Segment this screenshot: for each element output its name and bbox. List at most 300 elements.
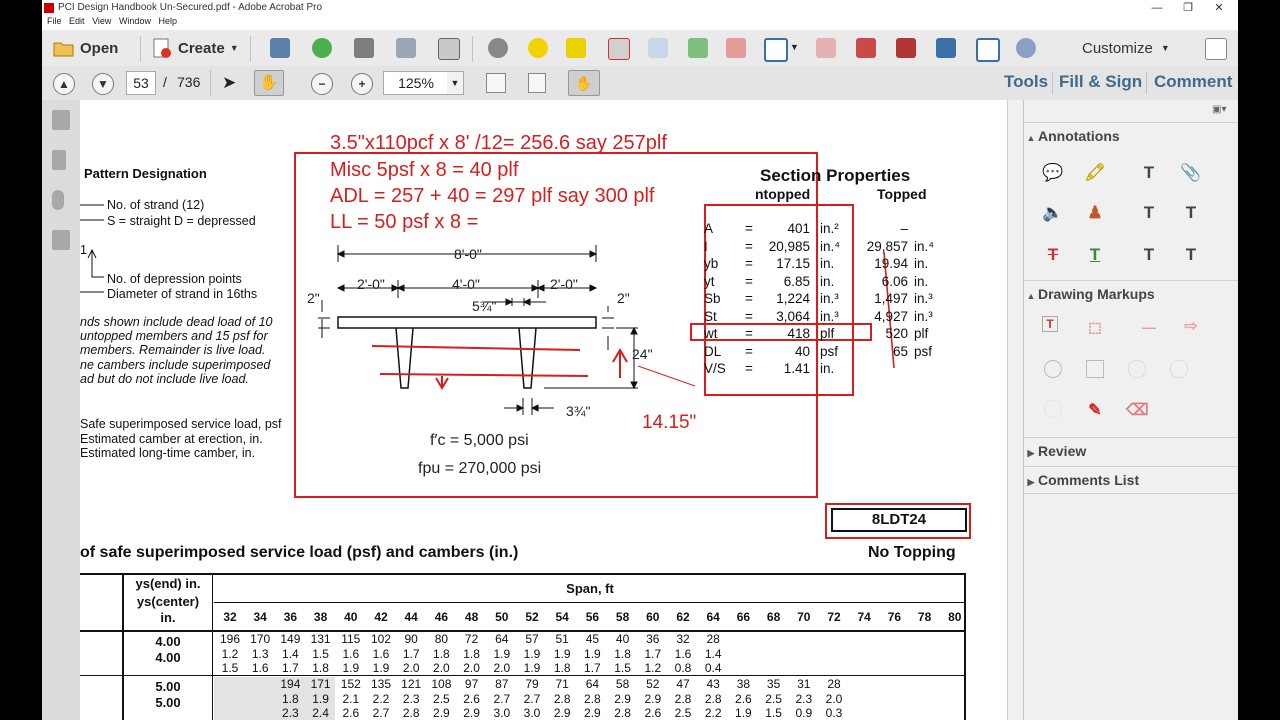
section-property-eq: = <box>745 291 753 306</box>
pencil-icon[interactable]: ✎ <box>1088 402 1102 419</box>
next-page-icon[interactable]: ▼ <box>92 73 114 95</box>
legend-line: Safe superimposed service load, psf <box>80 417 282 431</box>
table-cell: 1.8 <box>433 646 450 661</box>
comment-pane <box>1023 100 1238 720</box>
table-cell: 1.5 <box>221 661 239 675</box>
section-property-eq: = <box>745 256 753 271</box>
section-property-tu: plf <box>914 326 929 341</box>
notes-line: nds shown include dead load of 10 <box>80 315 273 329</box>
close-button[interactable]: ✕ <box>1214 2 1224 14</box>
folder-icon <box>52 38 76 58</box>
table-cell: 121 <box>401 677 422 691</box>
table-cell: 28 <box>706 632 720 646</box>
section-property-tu: in. <box>914 256 929 271</box>
dim-flange-thickness-right: 2" <box>617 290 630 306</box>
span-value: 56 <box>585 610 600 624</box>
section-property-tu: in.⁴ <box>914 238 935 254</box>
table-cell: 80 <box>434 632 449 646</box>
menu-help[interactable]: Help <box>158 16 177 26</box>
ys-unit-header: in. <box>160 610 176 625</box>
table-cell: 1.7 <box>584 661 601 675</box>
dim-flange-thickness-left: 2" <box>307 290 320 306</box>
table-cell: 2.9 <box>584 706 601 720</box>
span-value: 34 <box>253 610 267 624</box>
centroid-markup[interactable] <box>370 336 700 416</box>
annotations-section-header[interactable] <box>1024 122 1238 149</box>
section-property-tu: in.³ <box>914 291 933 306</box>
toolbar-separator <box>210 70 211 96</box>
create-label: Create <box>178 39 225 57</box>
eraser-icon[interactable]: ⌫ <box>1126 402 1149 419</box>
annotations-title: Annotations <box>1038 128 1120 144</box>
text-box-icon[interactable]: T <box>1042 316 1058 332</box>
section-property-eq: = <box>745 221 753 236</box>
pattern-designation-title: Pattern Designation <box>84 166 207 181</box>
legend-line: Estimated camber at erection, in. <box>80 432 263 446</box>
section-property-uu: in.³ <box>820 291 839 306</box>
handwritten-note-line[interactable]: ADL = 257 + 40 = 297 plf say 300 plf <box>330 185 655 207</box>
table-cell: 2.1 <box>342 691 360 706</box>
table-cell: 1.8 <box>312 661 329 675</box>
span-header: Span, ft <box>566 581 614 596</box>
add-note-to-text-icon[interactable]: T <box>1143 245 1155 264</box>
table-cell: 2.9 <box>463 706 480 720</box>
table-cell: 2.0 <box>463 661 480 675</box>
table-cell: 2.8 <box>704 691 722 706</box>
minimize-button[interactable]: — <box>1151 2 1163 14</box>
delete-page-icon[interactable] <box>608 38 630 60</box>
table-cell: 1.9 <box>584 646 601 661</box>
span-value: 66 <box>736 610 751 624</box>
sign-icon[interactable] <box>726 38 746 58</box>
attach-file-icon[interactable]: 📎 <box>1180 163 1202 182</box>
page-thumbnails-icon[interactable] <box>52 110 70 130</box>
table-cell: 43 <box>706 677 720 691</box>
comments-list-section-header[interactable] <box>1024 466 1238 494</box>
notes-line: ne cambers include superimposed <box>80 358 271 372</box>
table-cell: 0.4 <box>704 661 722 675</box>
section-property-uu: plf <box>820 326 835 341</box>
rectangle-icon[interactable] <box>1086 360 1104 378</box>
menu-bar <box>42 16 1238 30</box>
section-property-t: 4,927 <box>874 308 908 324</box>
dim-stem-top-width: 5¾" <box>472 298 497 314</box>
table-cell: 0.9 <box>795 706 813 720</box>
table-border <box>122 573 124 720</box>
document-scrollbar[interactable] <box>1007 100 1024 720</box>
maximize-button[interactable]: ❐ <box>1183 2 1193 14</box>
menu-view[interactable]: View <box>92 16 112 26</box>
toolbar-separator <box>140 36 141 62</box>
collapsed-triangle-icon: ▶ <box>1027 477 1035 487</box>
no-topping-label: No Topping <box>868 544 956 561</box>
text-correction-icon[interactable]: T <box>1185 245 1197 264</box>
handwritten-note-line[interactable]: 3.5"x110pcf x 8' /12= 256.6 say 257plf <box>330 132 667 154</box>
table-cell: 1.9 <box>372 661 390 675</box>
pattern-line: S = straight D = depressed <box>107 214 256 228</box>
pattern-line: 1 <box>80 243 87 257</box>
ys-value: 4.00 <box>155 634 181 649</box>
table-cell: 149 <box>280 632 301 646</box>
span-value: 60 <box>646 610 660 624</box>
ys-value: 5.00 <box>155 679 181 694</box>
combine-icon[interactable] <box>856 38 876 58</box>
secure-icon[interactable] <box>648 38 668 58</box>
span-value: 48 <box>464 610 479 624</box>
zoom-level-input[interactable]: 125% <box>383 71 449 95</box>
legend-line: Estimated long-time camber, in. <box>80 446 256 460</box>
section-property-sym: V/S <box>704 361 726 376</box>
acrobat-window <box>42 0 1238 720</box>
review-title: Review <box>1038 443 1087 459</box>
page-number-input[interactable]: 53 <box>126 71 156 95</box>
menu-file[interactable]: File <box>47 16 62 26</box>
email-icon[interactable] <box>438 38 460 60</box>
span-value: 76 <box>887 610 902 624</box>
form-icon[interactable] <box>764 38 788 62</box>
section-property-u: 6.85 <box>783 273 810 289</box>
recognize-text-icon[interactable] <box>936 38 956 58</box>
table-cell: 2.9 <box>644 691 662 706</box>
create-pdf-icon <box>150 37 174 59</box>
table-cell: 2.9 <box>553 706 571 720</box>
select-cursor-icon[interactable]: ➤ <box>222 73 237 92</box>
page-total: 736 <box>177 74 201 90</box>
table-cell: 3.0 <box>493 706 511 720</box>
table-cell: 28 <box>827 677 841 691</box>
handwritten-note-line[interactable]: LL = 50 psf x 8 = <box>330 211 479 233</box>
span-value: 50 <box>495 610 509 624</box>
table-cell: 1.5 <box>765 706 782 720</box>
section-properties-title: Section Properties <box>760 166 911 185</box>
section-property-uu: in. <box>820 361 835 376</box>
zoom-out-icon[interactable]: − <box>311 73 333 95</box>
checkbox-icon[interactable] <box>976 38 1000 62</box>
attachments-icon[interactable] <box>52 190 64 210</box>
handwritten-note-line[interactable]: Misc 5psf x 8 = 40 plf <box>330 159 519 181</box>
ys-value: 5.00 <box>155 695 181 710</box>
table-cell: 71 <box>555 677 569 691</box>
table-cell: 72 <box>464 632 479 646</box>
table-cell: 2.8 <box>402 706 420 720</box>
open-button[interactable] <box>52 37 118 59</box>
pattern-line: No. of depression points <box>107 272 242 286</box>
cloud-upload-icon[interactable] <box>312 38 332 58</box>
fit-page-icon[interactable] <box>528 73 546 93</box>
section-property-eq: = <box>745 273 753 289</box>
table-cell: 2.5 <box>433 691 450 706</box>
table-cell: 1.2 <box>221 646 239 661</box>
centroid-distance-annotation[interactable]: 14.15" <box>642 412 697 433</box>
zoom-dropdown-icon[interactable]: ▼ <box>447 71 464 95</box>
print-icon[interactable] <box>354 38 374 58</box>
table-cell: 1.8 <box>463 646 480 661</box>
toolbar-separator <box>472 36 473 62</box>
table-border <box>80 675 966 676</box>
strand-strength: fpu = 270,000 psi <box>418 460 542 477</box>
section-property-uu: in. <box>820 273 835 289</box>
table-cell: 2.8 <box>584 691 601 706</box>
table-cell: 0.8 <box>674 661 692 675</box>
table-cell: 90 <box>404 632 418 646</box>
title-bar <box>42 0 1238 16</box>
span-value: 46 <box>434 610 449 624</box>
span-value: 52 <box>525 610 539 624</box>
section-property-t: 29,857 <box>866 238 908 254</box>
read-mode-icon[interactable]: ✋ <box>568 70 600 96</box>
sticky-note-icon[interactable]: 💬 <box>1042 163 1064 182</box>
expanded-triangle-icon: ▲ <box>1026 133 1036 143</box>
comments-list-title: Comments List <box>1038 472 1140 488</box>
table-cell: 2.0 <box>433 661 450 675</box>
table-cell: 1.9 <box>493 646 511 661</box>
section-property-uu: in.² <box>820 221 839 236</box>
document-view <box>80 100 1021 720</box>
arrow-icon[interactable]: ⇨ <box>1184 318 1198 335</box>
table-cell: 79 <box>525 677 539 691</box>
table-cell: 194 <box>280 677 301 691</box>
section-property-sym: Sb <box>704 291 721 306</box>
table-cell: 1.8 <box>614 646 631 661</box>
drawing-markups-section-header[interactable] <box>1024 280 1238 307</box>
tab-comment[interactable]: Comment <box>1154 72 1233 91</box>
table-cell: 0.3 <box>825 706 843 720</box>
table-cell: 2.2 <box>372 691 390 706</box>
page-navigation-bar <box>42 66 1238 101</box>
span-value: 72 <box>827 610 841 624</box>
table-cell: 1.6 <box>251 661 269 675</box>
table-cell: 35 <box>766 677 781 691</box>
table-cell: 2.7 <box>493 691 511 706</box>
span-value: 74 <box>857 610 871 624</box>
connected-lines-icon[interactable] <box>1044 400 1062 418</box>
table-cell: 64 <box>585 677 600 691</box>
table-border <box>214 602 966 603</box>
table-cell: 1.9 <box>342 661 360 675</box>
save-icon[interactable] <box>270 38 290 58</box>
table-cell: 115 <box>341 632 361 646</box>
main-toolbar <box>42 30 1238 67</box>
table-cell: 2.6 <box>342 706 360 720</box>
insert-text-icon[interactable]: T <box>1143 203 1155 222</box>
organize-icon[interactable] <box>896 38 916 58</box>
edit-icon[interactable] <box>396 38 416 58</box>
table-title: of safe superimposed service load (psf) and cambers (in.) <box>80 544 519 561</box>
table-cell: 38 <box>736 677 751 691</box>
dim-stem-bottom-width: 3¾" <box>566 403 591 419</box>
table-cell: 170 <box>250 632 271 646</box>
customize-button[interactable] <box>1082 37 1170 59</box>
table-cell: 2.6 <box>644 706 662 720</box>
section-property-eq: = <box>745 343 753 359</box>
span-value: 58 <box>615 610 630 624</box>
open-label: Open <box>80 39 119 57</box>
table-cell: 52 <box>646 677 660 691</box>
table-cell: 58 <box>615 677 630 691</box>
table-cell: 1.7 <box>644 646 662 661</box>
customize-label: Customize <box>1082 39 1153 57</box>
hand-tool-icon[interactable]: ✋ <box>254 70 284 96</box>
table-cell: 171 <box>310 677 331 691</box>
table-cell: 1.7 <box>402 646 420 661</box>
topped-header: Topped <box>877 186 927 202</box>
strikethrough-icon[interactable]: T <box>1047 245 1059 264</box>
compare-icon[interactable] <box>1016 38 1036 58</box>
section-property-sym: wt <box>704 326 718 341</box>
table-cell: 1.6 <box>372 646 390 661</box>
tab-fill-sign[interactable]: Fill & Sign <box>1059 72 1143 91</box>
bookmarks-icon[interactable] <box>52 150 66 170</box>
section-property-tu: psf <box>914 343 933 359</box>
section-property-t: 6.06 <box>881 273 908 289</box>
section-property-uu: in. <box>820 256 835 271</box>
span-value: 44 <box>404 610 418 624</box>
zoom-in-icon[interactable]: + <box>351 73 373 95</box>
highlight-text-icon[interactable]: 🖍 <box>1084 163 1106 182</box>
table-cell: 3.0 <box>523 706 541 720</box>
dim-depth: 24" <box>632 346 653 362</box>
table-cell: 1.9 <box>553 646 571 661</box>
span-value: 78 <box>917 610 932 624</box>
span-value: 62 <box>676 610 690 624</box>
toolbar-separator <box>1146 72 1147 94</box>
section-property-sym: A <box>704 221 714 236</box>
line-icon[interactable]: — <box>1142 319 1156 335</box>
table-cell: 1.9 <box>523 661 541 675</box>
table-cell: 2.6 <box>735 691 752 706</box>
table-cell: 2.0 <box>493 661 511 675</box>
comment-icon[interactable] <box>528 38 548 58</box>
section-property-tu: in. <box>914 273 929 289</box>
text-callout-icon[interactable]: ⬚ <box>1088 319 1102 335</box>
section-property-sym: yb <box>704 256 719 271</box>
span-value: 32 <box>223 610 237 624</box>
table-cell: 131 <box>310 632 331 646</box>
notes-line: members. Remainder is live load. <box>80 343 266 357</box>
table-cell: 2.0 <box>825 691 843 706</box>
expanded-triangle-icon: ▲ <box>1026 291 1036 301</box>
table-cell: 196 <box>219 632 241 646</box>
section-property-t: 1,497 <box>874 291 908 306</box>
section-property-tu: in.³ <box>914 308 933 324</box>
table-cell: 57 <box>525 632 539 646</box>
table-cell: 2.9 <box>433 706 450 720</box>
table-cell: 45 <box>585 632 600 646</box>
gear-icon[interactable] <box>488 38 508 58</box>
chevron-down-icon[interactable]: ▼ <box>790 42 799 52</box>
highlight-icon[interactable] <box>566 38 586 58</box>
table-cell: 2.0 <box>402 661 420 675</box>
concrete-strength: f′c = 5,000 psi <box>430 432 529 449</box>
polygon-icon[interactable] <box>1170 360 1188 378</box>
span-value: 80 <box>948 610 962 624</box>
section-property-sym: yt <box>704 273 715 289</box>
table-cell: 2.3 <box>795 691 813 706</box>
pattern-line: No. of strand (12) <box>107 198 205 212</box>
previous-page-icon[interactable]: ▲ <box>53 73 75 95</box>
section-property-uu: in.⁴ <box>820 238 841 254</box>
dim-right-flange: 2'-0" <box>550 276 578 292</box>
table-cell: 2.4 <box>312 706 329 720</box>
table-cell: 1.5 <box>614 661 631 675</box>
section-property-t: – <box>900 221 908 236</box>
table-cell: 1.4 <box>704 646 722 661</box>
span-value: 42 <box>374 610 388 624</box>
drawing-markups-title: Drawing Markups <box>1038 286 1155 302</box>
section-property-eq: = <box>745 238 753 254</box>
section-property-sym: I <box>704 238 708 254</box>
table-cell: 152 <box>340 677 361 691</box>
menu-edit[interactable]: Edit <box>69 16 85 26</box>
table-cell: 1.4 <box>282 646 299 661</box>
table-cell: 1.6 <box>674 646 692 661</box>
section-property-sym: St <box>704 308 717 324</box>
untopped-header: ntopped <box>755 186 811 202</box>
cloud-icon[interactable] <box>1128 360 1146 378</box>
export-icon[interactable] <box>688 38 708 58</box>
oval-icon[interactable] <box>1044 360 1062 378</box>
section-property-uu: psf <box>820 343 839 359</box>
fit-width-icon[interactable] <box>486 73 506 93</box>
expand-icon[interactable] <box>1205 38 1227 60</box>
table-border <box>212 573 213 720</box>
page-separator: / <box>163 74 167 90</box>
table-cell: 2.2 <box>704 706 722 720</box>
redact-icon[interactable] <box>816 38 836 58</box>
underline-icon[interactable]: T <box>1089 245 1101 264</box>
span-value: 40 <box>344 610 358 624</box>
stamp-icon[interactable]: ♟ <box>1087 203 1103 222</box>
table-cell: 32 <box>676 632 690 646</box>
acrobat-app-icon <box>44 3 54 13</box>
table-cell: 108 <box>431 677 452 691</box>
review-section-header[interactable] <box>1024 437 1238 464</box>
create-button[interactable] <box>150 37 239 59</box>
table-cell: 1.9 <box>312 691 329 706</box>
table-cell: 1.8 <box>553 661 571 675</box>
record-audio-icon[interactable]: 🔈 <box>1042 203 1064 222</box>
add-text-icon[interactable]: T <box>1143 163 1155 182</box>
table-cell: 87 <box>495 677 509 691</box>
pattern-line: Diameter of strand in 16ths <box>107 287 258 301</box>
tab-tools[interactable]: Tools <box>1004 72 1049 91</box>
section-property-sym: DL <box>704 343 722 359</box>
chevron-down-icon: ▼ <box>1160 43 1170 53</box>
pane-options-icon[interactable]: ▣▾ <box>1212 104 1227 115</box>
chevron-down-icon: ▼ <box>229 43 239 53</box>
replace-text-icon[interactable]: T <box>1185 203 1197 222</box>
table-cell: 1.9 <box>735 706 752 720</box>
dim-left-flange: 2'-0" <box>357 276 385 292</box>
section-property-eq: = <box>745 308 753 324</box>
table-cell: 2.7 <box>523 691 541 706</box>
span-value: 64 <box>706 610 720 624</box>
section-property-u: 1.41 <box>783 361 810 376</box>
table-cell: 2.9 <box>614 691 631 706</box>
table-cell: 2.3 <box>402 691 420 706</box>
menu-window[interactable]: Window <box>118 16 151 26</box>
navigation-pane <box>42 100 81 720</box>
table-cell: 1.2 <box>644 661 662 675</box>
table-cell: 1.8 <box>282 691 299 706</box>
section-property-t: 19.94 <box>874 256 908 271</box>
signatures-icon[interactable] <box>52 230 70 250</box>
table-cell: 1.6 <box>342 646 360 661</box>
section-property-t: 520 <box>885 326 908 341</box>
toolbar-separator <box>250 36 251 62</box>
table-cell: 36 <box>646 632 660 646</box>
table-cell: 64 <box>495 632 509 646</box>
